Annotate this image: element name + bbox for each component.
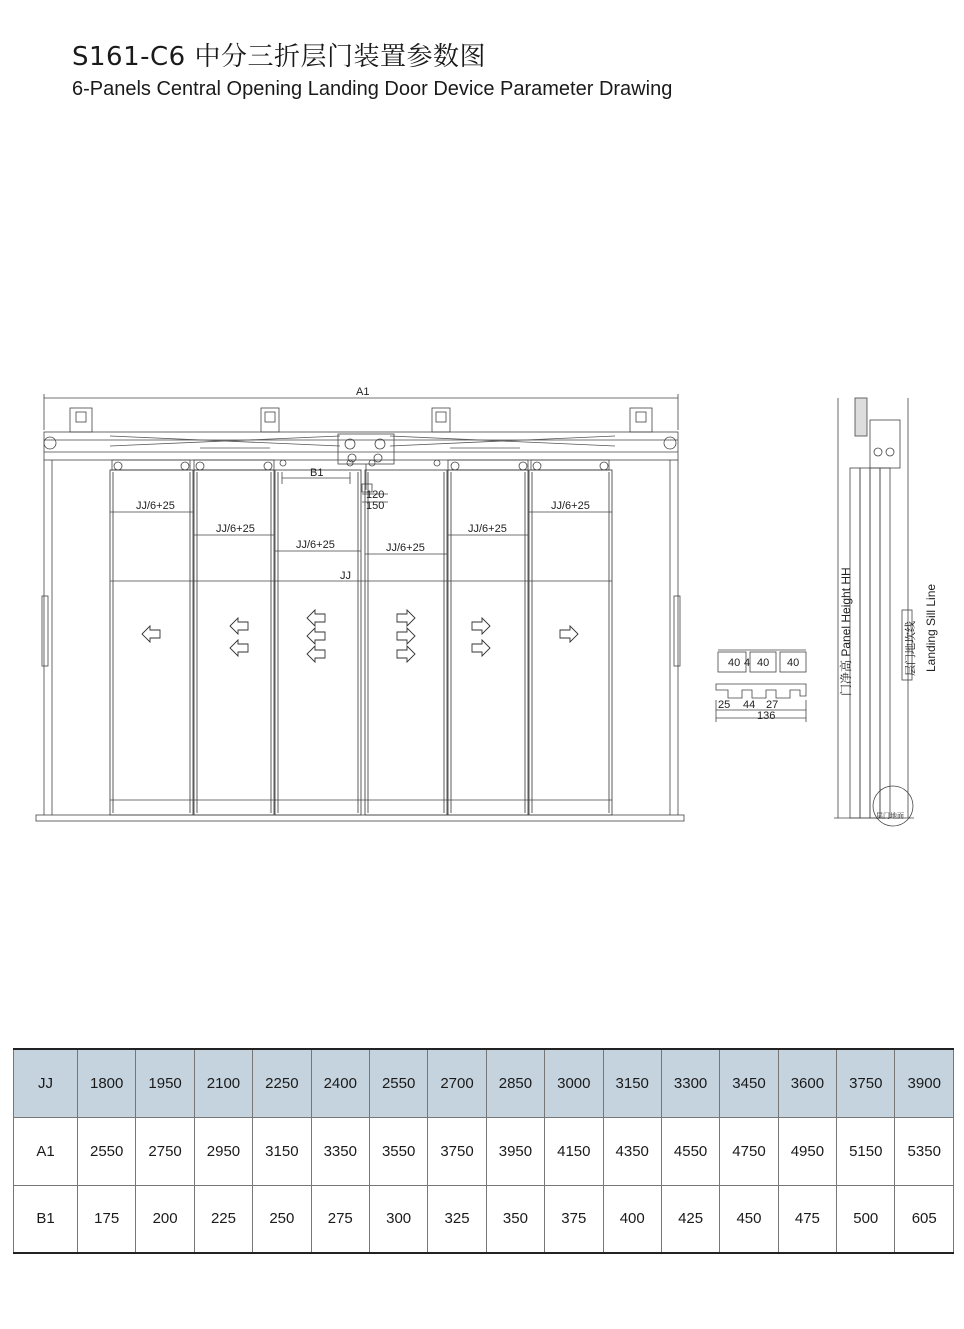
row-label: JJ <box>14 1049 78 1117</box>
table-cell: 450 <box>720 1185 778 1253</box>
table-cell: 2950 <box>194 1117 252 1185</box>
table-cell: 400 <box>603 1185 661 1253</box>
table-cell: 3000 <box>545 1049 603 1117</box>
table-cell: 3900 <box>895 1049 954 1117</box>
sill-dim-44: 44 <box>743 699 756 711</box>
table-cell: 4750 <box>720 1117 778 1185</box>
panel-height-label: 门净高 Panel Height HH <box>839 567 853 696</box>
sill-line-en-label: Landing Sill Line <box>924 583 938 672</box>
table-cell: 4150 <box>545 1117 603 1185</box>
parameter-table <box>13 1048 954 1254</box>
table-cell: 4350 <box>603 1117 661 1185</box>
table-cell: 1800 <box>78 1049 136 1117</box>
jj-label: JJ <box>340 570 351 582</box>
panel-dim-label-1: JJ/6+25 <box>136 500 175 512</box>
table-cell: 250 <box>253 1185 311 1253</box>
row-label: B1 <box>14 1185 78 1253</box>
sill-dim-40b: 40 <box>757 657 770 669</box>
table-cell: 4950 <box>778 1117 836 1185</box>
b1-label: B1 <box>310 467 324 479</box>
sill-dim-40a: 40 <box>728 657 741 669</box>
table-cell: 2550 <box>369 1049 427 1117</box>
table-cell: 2100 <box>194 1049 252 1117</box>
sill-line-cn-label: 层门地坎线 <box>905 621 917 676</box>
table-cell: 3550 <box>369 1117 427 1185</box>
table-cell: 3950 <box>486 1117 544 1185</box>
table-cell: 475 <box>778 1185 836 1253</box>
table-cell: 3150 <box>603 1049 661 1117</box>
table-cell: 3350 <box>311 1117 369 1185</box>
table-cell: 300 <box>369 1185 427 1253</box>
table-cell: 325 <box>428 1185 486 1253</box>
table-cell: 1950 <box>136 1049 194 1117</box>
table-cell: 500 <box>837 1185 895 1253</box>
table-cell: 5350 <box>895 1117 954 1185</box>
floor-label: 层门地面 <box>876 813 904 820</box>
hanger-rollers <box>112 460 609 470</box>
door-lock-mechanism <box>338 434 394 492</box>
table-cell: 175 <box>78 1185 136 1253</box>
table-cell: 4550 <box>661 1117 719 1185</box>
panel-dim-label-3: JJ/6+25 <box>296 539 335 551</box>
table-row <box>14 1049 954 1117</box>
table-cell: 2700 <box>428 1049 486 1117</box>
a1-label: A1 <box>356 386 370 398</box>
table-cell: 225 <box>194 1185 252 1253</box>
row-label: A1 <box>14 1117 78 1185</box>
table-cell: 2250 <box>253 1049 311 1117</box>
table-cell: 3450 <box>720 1049 778 1117</box>
table-cell: 3300 <box>661 1049 719 1117</box>
sill-dim-4: 4 <box>744 657 751 669</box>
panel-dim-label-2: JJ/6+25 <box>216 523 255 535</box>
mounting-brackets <box>70 408 652 432</box>
table-cell: 2400 <box>311 1049 369 1117</box>
panel-dim-label-5: JJ/6+25 <box>468 523 507 535</box>
table-cell: 375 <box>545 1185 603 1253</box>
direction-arrows <box>142 610 578 662</box>
table-row <box>14 1117 954 1185</box>
linkage <box>110 436 615 448</box>
table-cell: 350 <box>486 1185 544 1253</box>
table-cell: 2850 <box>486 1049 544 1117</box>
sill-dim-27: 27 <box>766 699 779 711</box>
table-row <box>14 1185 954 1253</box>
panel-dim-label-4: JJ/6+25 <box>386 542 425 554</box>
table-cell: 3750 <box>837 1049 895 1117</box>
sill-dim-40c: 40 <box>787 657 800 669</box>
table-cell: 5150 <box>837 1117 895 1185</box>
table-cell: 3600 <box>778 1049 836 1117</box>
table-cell: 605 <box>895 1185 954 1253</box>
dim-150-label: 150 <box>366 500 385 512</box>
table-cell: 2550 <box>78 1117 136 1185</box>
sill-dim-136: 136 <box>757 710 776 722</box>
door-panels <box>110 470 612 815</box>
table-cell: 3150 <box>253 1117 311 1185</box>
panel-dim-label-6: JJ/6+25 <box>551 500 590 512</box>
sill-dim-25: 25 <box>718 699 731 711</box>
table-cell: 2750 <box>136 1117 194 1185</box>
table-body <box>14 1049 954 1253</box>
table-cell: 425 <box>661 1185 719 1253</box>
table-cell: 200 <box>136 1185 194 1253</box>
table-cell: 3750 <box>428 1117 486 1185</box>
title-english: 6-Panels Central Opening Landing Door Device Parameter Drawing <box>72 78 673 100</box>
table-cell: 275 <box>311 1185 369 1253</box>
title-chinese: S161-C6 中分三折层门装置参数图 <box>72 42 486 72</box>
front-view <box>36 394 684 821</box>
dim-120-label: 120 <box>366 489 385 501</box>
